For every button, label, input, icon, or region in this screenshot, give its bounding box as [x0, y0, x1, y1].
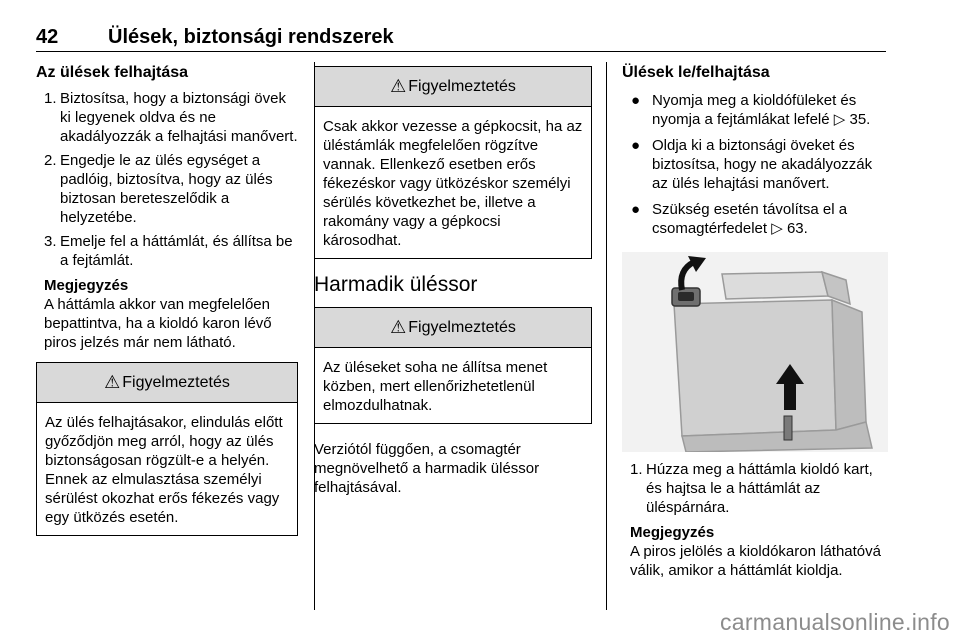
fold-bullets: [622, 91, 888, 238]
page-ref[interactable]: 35.: [849, 111, 871, 128]
column-1: [36, 62, 298, 536]
warning-box: [36, 362, 298, 536]
warning-box: [314, 307, 592, 424]
warning-icon: ⚠: [390, 317, 407, 337]
warning-text: Csak akkor vezesse a gépkocsit, ha az üléstámlák megfelelően rögzítve vannak. Ellenkező esetben erős fékezéskor vagy ütközéskor személyi sérülés következhet be, illetve a rakomány vagy a gépkocsi károsodhat.: [323, 118, 583, 249]
warning-title: Figyelmeztetés: [122, 373, 230, 391]
fold-up-steps: [36, 89, 298, 270]
warning-text: Az ülés felhajtásakor, elindulás előtt győződjön meg arról, hogy az ülés biztonságosan rögzült-e a helyén. Ennek az elmulasztása személyi sérülést okozhat erős fékezés vagy egy ütközés esetén.: [45, 414, 283, 526]
section-heading-third-row: Harmadik üléssor: [314, 273, 478, 296]
warning-title: Figyelmeztetés: [408, 318, 516, 336]
list-item: 3. Emelje fel a háttámlát, és állítsa be a fejtámlát.: [44, 233, 293, 269]
list-item: 2. Engedje le az ülés egységet a padlóig, biztosítva, hogy az ülés biztosan bereteszelődik a helyzetébe.: [44, 152, 273, 226]
page-title: Ülések, biztonsági rendszerek: [108, 26, 394, 48]
page-header: [36, 26, 886, 52]
page-number: 42: [36, 26, 59, 48]
list-item: 1. Húzza meg a háttámla kioldó kart, és hajtsa le a háttámlát az üléspárnára.: [630, 461, 873, 516]
list-item: ● Nyomja meg a kioldófüleket és nyomja a fejtámlákat lefelé ▷ 35.: [631, 92, 871, 128]
seat-illustration: [622, 252, 888, 452]
warning-header: [315, 308, 591, 348]
warning-box: [314, 66, 592, 259]
warning-title: Figyelmeztetés: [408, 77, 516, 95]
warning-header: [315, 67, 591, 107]
list-item: 1. Biztosítsa, hogy a biztonsági övek ki legyenek oldva és ne akadályozzák a felhajtási manővert.: [44, 90, 298, 145]
column-3: [622, 62, 888, 580]
release-lever-icon: [672, 288, 700, 306]
section-heading-fold-up: Az ülések felhajtása: [36, 64, 189, 81]
section-heading-fold: Ülések le/felhajtása: [622, 64, 770, 81]
strap-tab-icon: [784, 416, 792, 440]
paragraph-text: Verziótól függően, a csomagtér megnövelhető a harmadik üléssor felhajtásával.: [314, 441, 540, 496]
column-2: [314, 66, 592, 497]
page-ref-icon: ▷: [771, 220, 783, 237]
page-ref-icon: ▷: [833, 111, 846, 128]
list-item: ● Oldja ki a biztonsági öveket és biztosítsa, hogy ne akadályozzák az ülés lehajtási manővert.: [631, 137, 873, 192]
warning-icon: ⚠: [390, 76, 407, 96]
seat-drawing: [622, 252, 888, 452]
note-text: A háttámla akkor van megfelelően bepattintva, ha a kioldó karon lévő piros jelzés már nem látható.: [44, 296, 272, 351]
warning-text: Az üléseket soha ne állítsa menet közben, mert ellenőrizhetetlenül elmozdulhatnak.: [323, 359, 548, 414]
fold-steps: [622, 460, 888, 517]
note-heading: Megjegyzés: [44, 277, 129, 294]
warning-header: [37, 363, 297, 403]
watermark: carmanualsonline.info: [719, 609, 950, 635]
list-item: ● Szükség esetén távolítsa el a csomagtérfedelet ▷ 63.: [631, 201, 848, 237]
curved-arrow-icon: [681, 256, 706, 290]
note-text: A piros jelölés a kioldókaron láthatóvá válik, amikor a háttámlát kioldja.: [630, 543, 881, 579]
warning-icon: ⚠: [104, 372, 121, 392]
column-divider-right: [606, 62, 607, 610]
page-ref[interactable]: 63.: [786, 220, 808, 237]
note-heading: Megjegyzés: [630, 524, 715, 541]
